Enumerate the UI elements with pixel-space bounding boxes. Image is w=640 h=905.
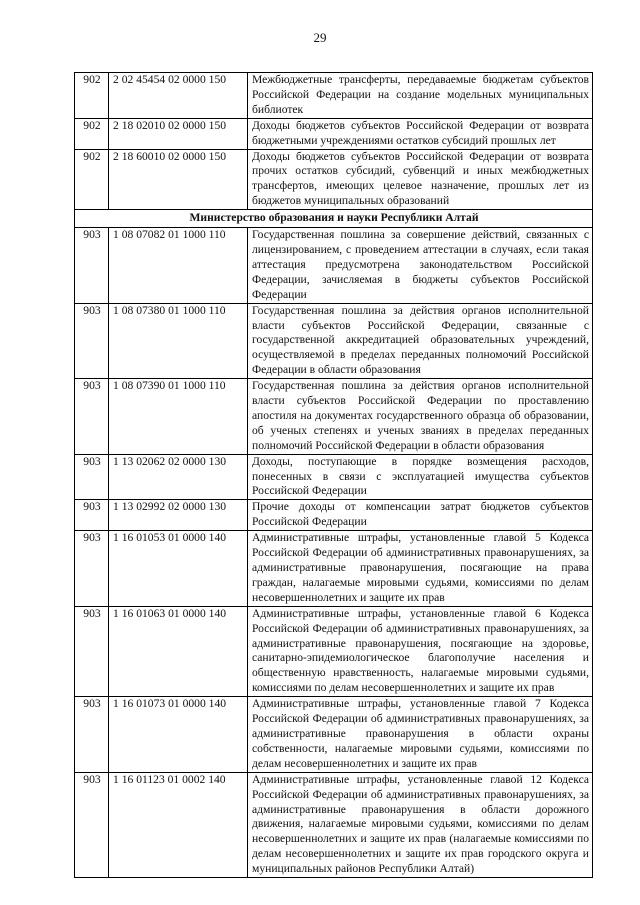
classification-code-cell: 1 08 07390 01 1000 110 bbox=[109, 379, 248, 455]
admin-code-cell: 903 bbox=[75, 303, 109, 379]
table-row bbox=[75, 606, 593, 696]
admin-code-cell: 902 bbox=[75, 73, 109, 119]
description-cell: Государственная пошлина за действия органов исполнительной власти субъектов Российской Федерации, связанные с государственной аккредитацией образовательных учреждений, осуществляемой в пределах переданных полномочий Российской Федерации в области образования bbox=[248, 303, 593, 379]
description-cell: Государственная пошлина за совершение действий, связанных с лицензированием, с проведением аттестации в случаях, если такая аттестация предусмотрена законодательством Российской Федерации, зачисляемая в бюджеты субъектов Российской Федерации bbox=[248, 228, 593, 304]
description-cell: Доходы бюджетов субъектов Российской Федерации от возврата прочих остатков субсидий, субвенций и иных межбюджетных трансфертов, имеющих целевое назначение, прошлых лет из бюджетов муниципальных образований bbox=[248, 149, 593, 210]
description-cell: Доходы бюджетов субъектов Российской Федерации от возврата бюджетными учреждениями остатков субсидий прошлых лет bbox=[248, 118, 593, 149]
admin-code-cell: 903 bbox=[75, 697, 109, 773]
classification-code-cell: 1 16 01073 01 0000 140 bbox=[109, 697, 248, 773]
classification-code-cell: 1 13 02992 02 0000 130 bbox=[109, 500, 248, 531]
table-row bbox=[75, 454, 593, 500]
classification-code-cell: 1 16 01123 01 0002 140 bbox=[109, 772, 248, 877]
admin-code-cell: 903 bbox=[75, 379, 109, 455]
classification-code-cell: 1 08 07380 01 1000 110 bbox=[109, 303, 248, 379]
classification-code-cell: 1 16 01063 01 0000 140 bbox=[109, 606, 248, 696]
admin-code-cell: 902 bbox=[75, 118, 109, 149]
table-row bbox=[75, 73, 593, 119]
description-cell: Административные штрафы, установленные главой 5 Кодекса Российской Федерации об административных правонарушениях, за административные правонарушения, посягающие на права граждан, налагаемые мировыми судьями, комиссиями по делам несовершеннолетних и защите их прав bbox=[248, 531, 593, 607]
table-row bbox=[75, 228, 593, 304]
table-row bbox=[75, 697, 593, 773]
classification-code-cell: 2 18 60010 02 0000 150 bbox=[109, 149, 248, 210]
revenue-codes-table bbox=[74, 72, 593, 878]
admin-code-cell: 903 bbox=[75, 531, 109, 607]
description-cell: Межбюджетные трансферты, передаваемые бюджетам субъектов Российской Федерации на создание модельных муниципальных библиотек bbox=[248, 73, 593, 119]
admin-code-cell: 903 bbox=[75, 454, 109, 500]
admin-code-cell: 903 bbox=[75, 606, 109, 696]
classification-code-cell: 1 08 07082 01 1000 110 bbox=[109, 228, 248, 304]
admin-code-cell: 903 bbox=[75, 772, 109, 877]
classification-code-cell: 1 16 01053 01 0000 140 bbox=[109, 531, 248, 607]
admin-code-cell: 903 bbox=[75, 500, 109, 531]
table-row bbox=[75, 772, 593, 877]
description-cell: Прочие доходы от компенсации затрат бюджетов субъектов Российской Федерации bbox=[248, 500, 593, 531]
table-row bbox=[75, 531, 593, 607]
description-cell: Административные штрафы, установленные главой 7 Кодекса Российской Федерации об административных правонарушениях, за административные правонарушения в области охраны собственности, налагаемые мировыми судьями, комиссиями по делам несовершеннолетних и защите их прав bbox=[248, 697, 593, 773]
table-row bbox=[75, 303, 593, 379]
table-body bbox=[75, 73, 593, 878]
section-heading: Министерство образования и науки Республики Алтай bbox=[75, 210, 593, 228]
table-row bbox=[75, 500, 593, 531]
admin-code-cell: 902 bbox=[75, 149, 109, 210]
table-row bbox=[75, 379, 593, 455]
page-number: 29 bbox=[313, 30, 327, 45]
table-row bbox=[75, 149, 593, 210]
description-cell: Государственная пошлина за действия органов исполнительной власти субъектов Российской Федерации по проставлению апостиля на документах государственного образца об образовании, об ученых степенях и ученых званиях в пределах переданных полномочий Российской Федерации в области образования bbox=[248, 379, 593, 455]
classification-code-cell: 1 13 02062 02 0000 130 bbox=[109, 454, 248, 500]
admin-code-cell: 903 bbox=[75, 228, 109, 304]
description-cell: Административные штрафы, установленные главой 12 Кодекса Российской Федерации об административных правонарушениях, за административные правонарушения в области дорожного движения, налагаемые мировыми судьями, комиссиями по делам несовершеннолетних и защите их прав (налагаемые комиссиями по делам несовершеннолетних и защите их прав городского округа и муниципальных районов Республики Алтай) bbox=[248, 772, 593, 877]
description-cell: Доходы, поступающие в порядке возмещения расходов, понесенных в связи с эксплуатацией имущества субъектов Российской Федерации bbox=[248, 454, 593, 500]
table-row bbox=[75, 118, 593, 149]
classification-code-cell: 2 18 02010 02 0000 150 bbox=[109, 118, 248, 149]
section-heading-row bbox=[75, 210, 593, 228]
description-cell: Административные штрафы, установленные главой 6 Кодекса Российской Федерации об административных правонарушениях, за административные правонарушения, посягающие на здоровье, санитарно-эпидемиологическое благополучие населения и общественную нравственность, налагаемые мировыми судьями, комиссиями по делам несовершеннолетних и защите их прав bbox=[248, 606, 593, 696]
classification-code-cell: 2 02 45454 02 0000 150 bbox=[109, 73, 248, 119]
